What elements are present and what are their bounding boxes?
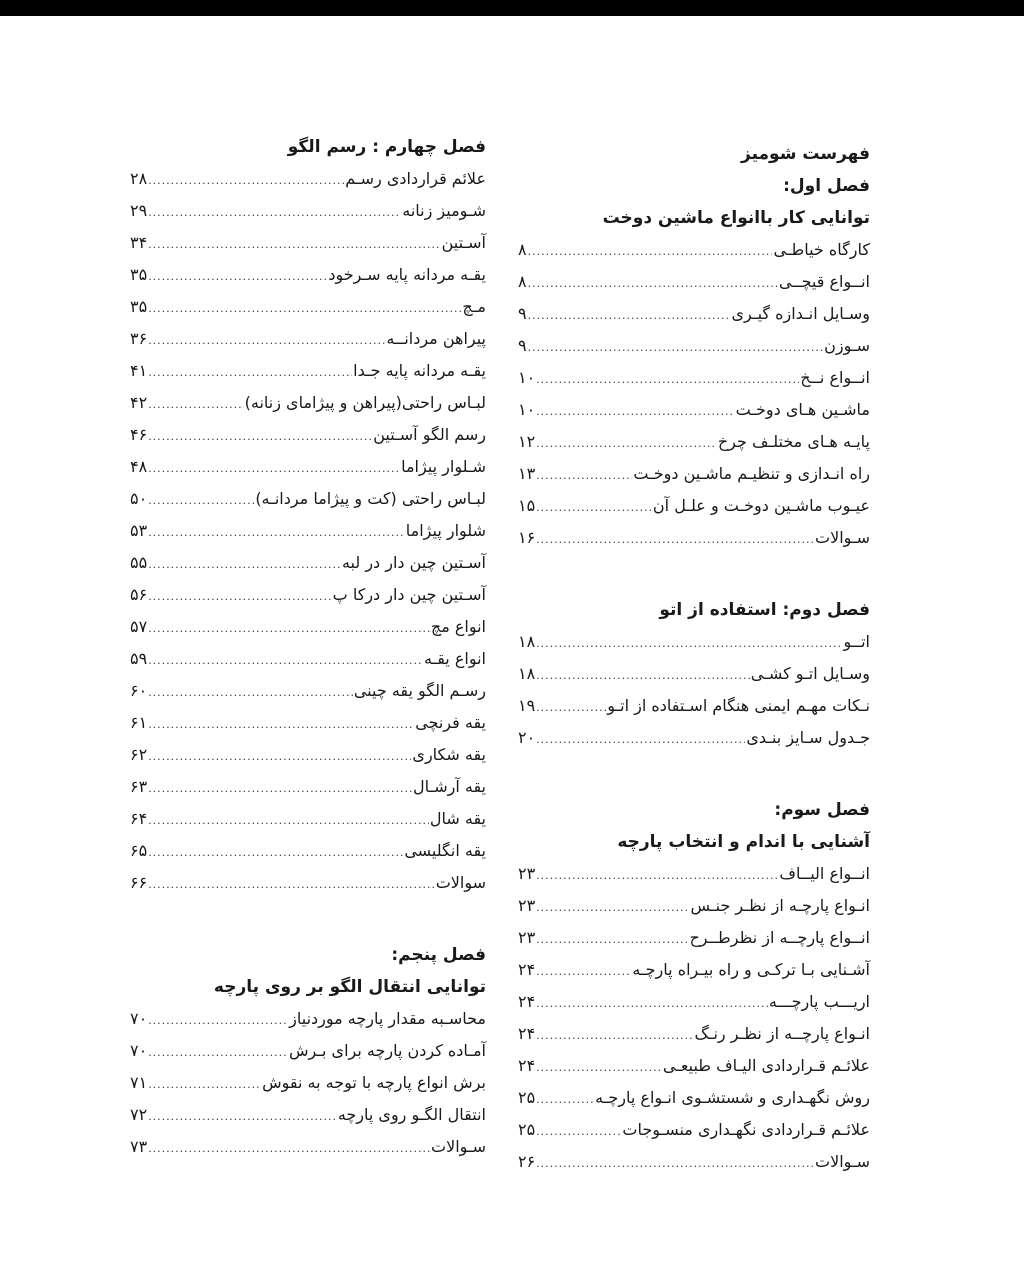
toc-entry-label: پایـه هـای مختلـف چرخ [717,432,870,451]
dot-leader [148,421,372,453]
chapter-title: فصل دوم: استفاده از اتو [659,600,870,620]
toc-entry[interactable] [518,330,870,362]
toc-entry-page-number: ۱۸ [518,664,536,683]
toc-entry[interactable] [518,954,870,986]
toc-entry[interactable] [518,858,870,890]
dot-leader [148,709,414,741]
dot-leader [528,300,731,332]
toc-entry[interactable] [518,1082,870,1114]
toc-entry[interactable] [130,803,486,835]
toc-entry[interactable] [130,515,486,547]
toc-entry[interactable] [130,419,486,451]
toc-entry-page-number: ۳۶ [130,329,148,348]
toc-entry-page-number: ۴۸ [130,457,148,476]
toc-entry-label: علائم قراردادی رسـم [345,169,486,188]
toc-entry[interactable] [518,394,870,426]
toc-entry[interactable] [518,490,870,522]
toc-entry-label: وسـایل انـدازه گیـری [731,304,870,323]
toc-entry-label: مـچ [462,297,486,316]
dot-leader [536,1052,662,1084]
toc-entry-label: سـوزن [824,336,870,355]
toc-entry[interactable] [130,259,486,291]
toc-entry[interactable] [518,458,870,490]
toc-entry-page-number: ۸ [518,240,527,259]
toc-entry-page-number: ۸ [518,272,527,291]
toc-entry-label: یقه شکاری [412,745,486,764]
toc-entry-page-number: ۲۶ [518,1152,536,1171]
toc-entry-label: رسم الگو آسـتین [373,425,486,444]
toc-entry-label: آشـنایی بـا ترکـی و راه بیـراه پارچـه [632,960,870,979]
toc-entry-label: شـلوار پیژاما [401,457,486,476]
toc-entry[interactable] [130,867,486,899]
dot-leader [528,332,824,364]
toc-column-right [518,138,870,1178]
dot-leader [148,261,327,293]
toc-entry-label: لبـاس راحتی (کت و پیژاما مردانـه) [255,489,486,508]
dot-leader [148,581,331,613]
toc-entry-page-number: ۶۵ [130,841,148,860]
toc-entry[interactable] [130,1131,486,1163]
toc-entry[interactable] [130,835,486,867]
toc-entry-page-number: ۵۵ [130,553,148,572]
toc-entry-label: روش نگهـداری و شستشـوی انـواع پارچـه [595,1088,870,1107]
toc-entry[interactable] [518,362,870,394]
dot-leader [148,1133,430,1165]
toc-entry[interactable] [130,227,486,259]
dot-leader [148,357,352,389]
dot-leader [148,293,461,325]
dot-leader [148,1005,288,1037]
toc-entry-page-number: ۲۳ [518,928,536,947]
dot-leader [536,892,689,924]
toc-entry[interactable] [518,522,870,554]
toc-entry-label: علائـم قـراردادی الیـاف طبیعـی [662,1056,870,1075]
dot-leader [148,485,254,517]
dot-leader [148,165,344,197]
dot-leader [536,660,750,692]
toc-entry-label: آمـاده کردن پارچه برای بـرش [288,1041,486,1060]
dot-leader [536,628,842,660]
toc-entry-page-number: ۵۳ [130,521,148,540]
dot-leader [148,869,435,901]
dot-leader [536,460,632,492]
toc-entry-page-number: ۷۲ [130,1105,148,1124]
toc-entry-page-number: ۴۲ [130,393,148,412]
toc-entry-page-number: ۵۶ [130,585,148,604]
toc-entry-page-number: ۶۳ [130,777,148,796]
top-black-bar [0,0,1024,16]
toc-entry[interactable] [130,451,486,483]
dot-leader [536,692,606,724]
chapter-title: فصل اول: [783,176,870,196]
toc-entry-page-number: ۱۲ [518,432,536,451]
dot-leader [148,229,440,261]
toc-entry-label: کارگاه خیاطـی [773,240,870,259]
dot-leader [148,549,341,581]
toc-entry[interactable] [518,266,870,298]
dot-leader [148,325,385,357]
dot-leader [148,677,353,709]
toc-entry-page-number: ۱۹ [518,696,536,715]
toc-entry-page-number: ۲۴ [518,1056,536,1075]
toc-entry-page-number: ۱۰ [518,400,536,419]
toc-entry-page-number: ۷۰ [130,1009,148,1028]
chapter-subtitle: توانایی انتقال الگو بر روی پارچه [213,977,486,997]
toc-entry-page-number: ۴۶ [130,425,148,444]
toc-entry[interactable] [130,739,486,771]
toc-entry-page-number: ۶۶ [130,873,148,892]
toc-entry-page-number: ۲۳ [518,864,536,883]
toc-entry[interactable] [130,483,486,515]
dot-leader [536,364,799,396]
dot-leader [148,197,401,229]
toc-entry-label: انــواع الیــاف [779,864,870,883]
toc-entry-label: یقه انگلیسی [404,841,486,860]
dot-leader [148,1069,261,1101]
toc-entry-label: انـواع پارچـه از نظـر جنـس [690,896,870,915]
toc-entry[interactable] [518,986,870,1018]
dot-leader [148,773,412,805]
toc-entry-label: لبـاس راحتی(پیراهن و پیژامای زنانه) [244,393,486,412]
toc-entry[interactable] [518,1018,870,1050]
toc-entry[interactable] [518,722,870,754]
dot-leader [536,428,717,460]
toc-entry-page-number: ۳۴ [130,233,148,252]
toc-entry-label: یقـه مردانه پایه جـدا [353,361,486,380]
toc-entry-label: آسـتین چین دار درکا پ [332,585,486,604]
toc-entry-label: برش انواع پارچه با توجه به نقوش [262,1073,486,1092]
toc-entry-label: نـکات مهـم ایمنی هنگام اسـتفاده از اتـو [607,696,870,715]
toc-column-left [130,131,486,1163]
toc-entry-page-number: ۱۵ [518,496,536,515]
toc-entry[interactable] [130,643,486,675]
toc-entry-page-number: ۲۵ [518,1120,536,1139]
toc-entry-label: شـومیز زنانه [402,201,486,220]
toc-entry-label: سـوالات [815,1152,870,1171]
toc-entry-label: وسـایل اتـو کشـی [750,664,870,683]
toc-entry-page-number: ۲۳ [518,896,536,915]
dot-leader [148,517,405,549]
dot-leader [536,1148,814,1180]
toc-entry[interactable] [130,323,486,355]
toc-entry[interactable] [518,922,870,954]
toc-entry-page-number: ۶۲ [130,745,148,764]
dot-leader [536,1020,693,1052]
toc-entry-label: سوالات [435,873,486,892]
toc-entry[interactable] [518,234,870,266]
toc-entry-page-number: ۹ [518,336,527,355]
toc-entry-label: آسـتین [441,233,486,252]
dot-leader [148,741,411,773]
toc-entry-label: راه انـدازی و تنظیـم ماشـین دوخـت [633,464,870,483]
toc-entry[interactable] [130,1003,486,1035]
toc-entry-page-number: ۵۰ [130,489,148,508]
dot-leader [536,396,734,428]
toc-entry-label: جـدول سـایز بنـدی [746,728,870,747]
toc-item-list [518,626,870,754]
toc-entry-page-number: ۱۳ [518,464,536,483]
toc-entry-page-number: ۲۴ [518,960,536,979]
chapter-1 [518,170,870,554]
toc-entry-page-number: ۱۸ [518,632,536,651]
toc-entry-page-number: ۹ [518,304,527,323]
toc-entry-page-number: ۲۴ [518,992,536,1011]
dot-leader [536,988,768,1020]
toc-item-list [130,163,486,899]
toc-entry[interactable] [130,707,486,739]
chapter-2 [518,594,870,754]
dot-leader [536,956,631,988]
toc-entry-page-number: ۲۴ [518,1024,536,1043]
toc-entry-page-number: ۲۹ [130,201,148,220]
chapter-4 [130,131,486,899]
toc-entry-label: انــواع پارچــه از نظرطــرح [689,928,870,947]
toc-entry-page-number: ۶۴ [130,809,148,828]
dot-leader [536,924,688,956]
chapter-3 [518,794,870,1178]
toc-entry-label: یقـه مردانه پایه سـرخود [328,265,486,284]
toc-entry[interactable] [130,1067,486,1099]
toc-entry-label: آسـتین چین دار در لبه [341,553,486,572]
toc-entry-label: انواع مچ [430,617,486,636]
dot-leader [148,805,429,837]
dot-leader [148,837,403,869]
toc-entry-label: سـوالات [431,1137,486,1156]
toc-entry-label: انتقال الگـو روی پارچه [337,1105,486,1124]
toc-entry[interactable] [130,291,486,323]
toc-entry-page-number: ۱۶ [518,528,536,547]
dot-leader [148,1037,288,1069]
toc-entry[interactable] [130,387,486,419]
toc-entry[interactable] [130,611,486,643]
toc-entry-page-number: ۵۹ [130,649,148,668]
toc-entry-label: علائـم قـراردادی نگهـداری منسـوجات [622,1120,870,1139]
toc-entry-label: انـواع پارچــه از نظـر رنـگ [694,1024,870,1043]
toc-entry[interactable] [130,1035,486,1067]
toc-entry[interactable] [518,1146,870,1178]
chapter-subtitle: توانایی کار باانواع ماشین دوخت [602,208,870,228]
dot-leader [148,645,423,677]
toc-entry-page-number: ۱۰ [518,368,536,387]
toc-entry[interactable] [130,771,486,803]
dot-leader [148,389,243,421]
toc-entry[interactable] [130,675,486,707]
dot-leader [148,453,400,485]
toc-title: فهرست شومیز [741,144,870,164]
toc-entry-page-number: ۵۷ [130,617,148,636]
toc-entry-label: عیـوب ماشـین دوخـت و علـل آن [652,496,870,515]
dot-leader [536,1116,621,1148]
toc-entry-label: انــواع قیچــی [778,272,870,291]
toc-entry-label: انواع یقـه [423,649,486,668]
toc-item-list [518,234,870,554]
dot-leader [536,724,745,756]
toc-entry-label: رسـم الگو یقه چینی [353,681,486,700]
toc-entry-page-number: ۲۸ [130,169,148,188]
dot-leader [536,492,652,524]
toc-entry-label: سـوالات [815,528,870,547]
toc-entry-label: محاسـبه مقدار پارچه موردنیاز [289,1009,486,1028]
chapter-title: فصل چهارم : رسم الگو [287,137,486,157]
toc-entry-page-number: ۳۵ [130,297,148,316]
toc-entry[interactable] [130,195,486,227]
toc-entry-label: انــواع نــخ [800,368,870,387]
toc-entry[interactable] [518,626,870,658]
chapter-subtitle: آشنایی با اندام و انتخاب پارچه [617,832,870,852]
toc-entry[interactable] [518,426,870,458]
toc-entry-label: یقه شال [429,809,486,828]
dot-leader [528,268,778,300]
toc-entry-label: یقه فرنچی [415,713,486,732]
toc-entry-page-number: ۶۰ [130,681,148,700]
toc-entry-page-number: ۲۵ [518,1088,536,1107]
dot-leader [536,860,778,892]
toc-entry-label: پیراهن مردانــه [386,329,486,348]
toc-entry-label: ماشـین هـای دوخـت [735,400,870,419]
dot-leader [148,1101,337,1133]
toc-entry[interactable] [518,658,870,690]
toc-entry[interactable] [130,163,486,195]
toc-entry-label: شلوار پیژاما [405,521,486,540]
toc-entry-page-number: ۴۱ [130,361,148,380]
dot-leader [528,236,773,268]
toc-entry-page-number: ۷۰ [130,1041,148,1060]
toc-entry[interactable] [518,1114,870,1146]
toc-entry-label: یقه آرشـال [413,777,486,796]
toc-entry[interactable] [518,298,870,330]
toc-entry-page-number: ۶۱ [130,713,148,732]
toc-entry-page-number: ۷۳ [130,1137,148,1156]
toc-entry[interactable] [130,1099,486,1131]
toc-entry-label: اریـــب پارچـــه [768,992,870,1011]
toc-entry[interactable] [130,355,486,387]
toc-entry[interactable] [518,890,870,922]
toc-item-list [130,1003,486,1163]
dot-leader [536,1084,594,1116]
dot-leader [148,613,430,645]
chapter-title: فصل سوم: [774,800,870,820]
chapter-5 [130,939,486,1163]
toc-entry[interactable] [130,547,486,579]
chapter-title: فصل پنجم: [391,945,486,965]
toc-entry[interactable] [518,690,870,722]
toc-entry-page-number: ۳۵ [130,265,148,284]
toc-entry-page-number: ۷۱ [130,1073,148,1092]
toc-entry[interactable] [130,579,486,611]
dot-leader [536,524,814,556]
toc-item-list [518,858,870,1178]
toc-entry-label: اتــو [843,632,870,651]
toc-entry-page-number: ۲۰ [518,728,536,747]
toc-entry[interactable] [518,1050,870,1082]
